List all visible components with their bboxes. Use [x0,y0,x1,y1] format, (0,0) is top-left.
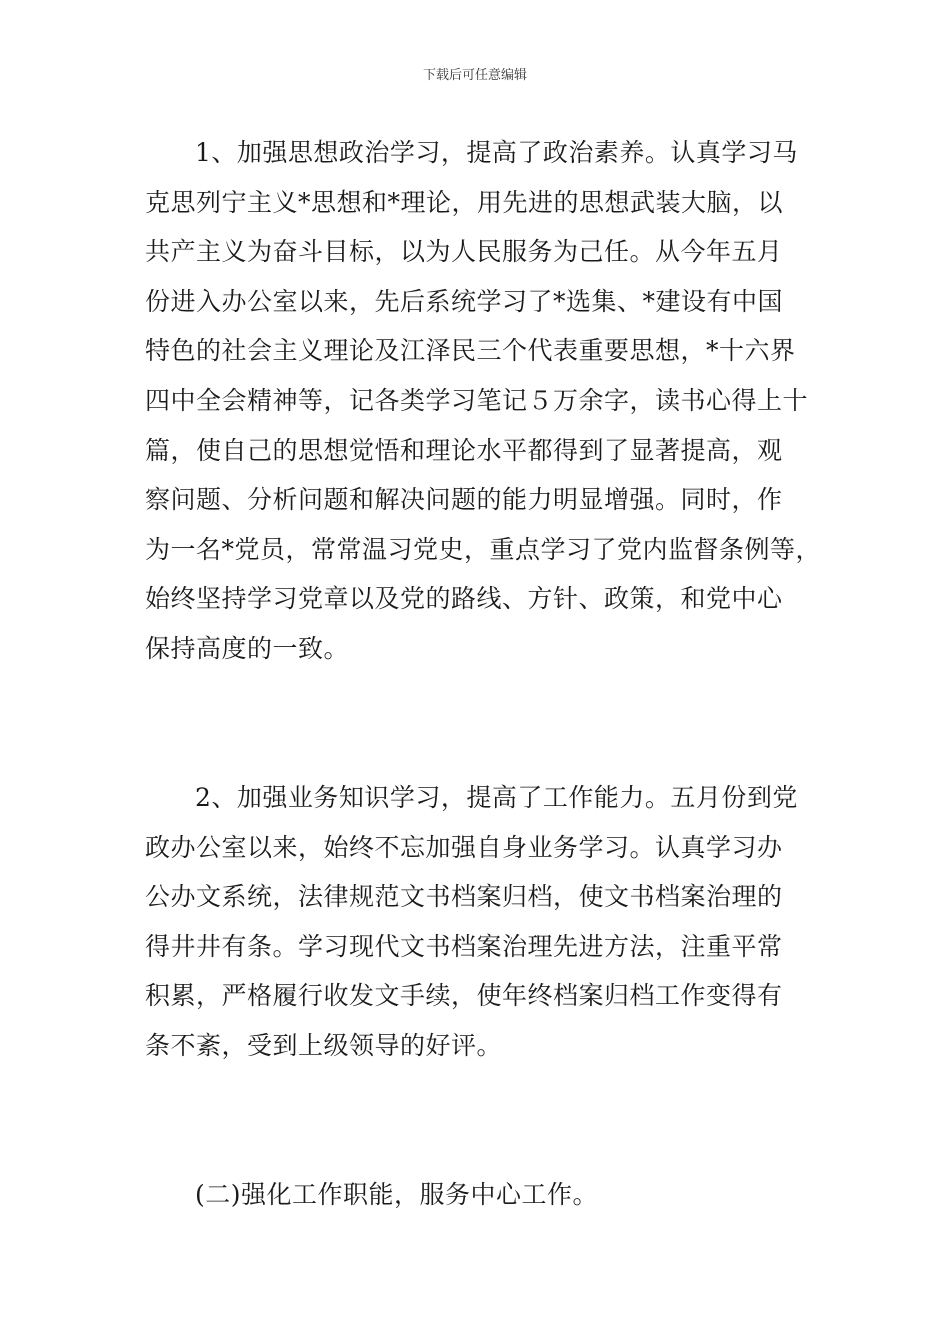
paragraph-line: 特色的社会主义理论及江泽民三个代表重要思想，*十六界 [145,336,796,366]
paragraph-line: 份进入办公室以来，先后系统学习了*选集、*建设有中国 [145,286,784,316]
section-heading [145,1170,810,1220]
paragraph-line: 共产主义为奋斗目标，以为人民服务为己任。从今年五月 [145,237,783,267]
paragraph-line: 为一名*党员，常常温习党史，重点学习了党内监督条例等， [145,534,822,564]
paragraph-line: 公办文系统，法律规范文书档案归档，使文书档案治理的 [145,882,783,912]
paragraph-line: 条不紊，受到上级领导的好评。 [145,1030,503,1060]
paragraph-1 [145,128,822,674]
page-header: 下载后可任意编辑 [422,68,527,83]
paragraph-line: 克思列宁主义*思想和*理论，用先进的思想武装大脑，以 [145,187,784,217]
paragraph-line: 篇，使自己的思想觉悟和理论水平都得到了显著提高，观 [145,435,783,465]
paragraph-line: 2、加强业务知识学习，提高了工作能力。五月份到党 [195,783,798,812]
paragraph-line: 保持高度的一致。 [145,633,350,663]
paragraph-2 [145,773,810,1071]
section-heading-text: (二)强化工作职能，服务中心工作。 [195,1180,599,1209]
paragraph-line: 察问题、分析问题和解决问题的能力明显增强。同时，作 [145,485,783,515]
paragraph-line: 四中全会精神等，记各类学习笔记５万余字，读书心得上十 [145,385,809,415]
paragraph-line: 1、加强思想政治学习，提高了政治素养。认真学习马 [195,138,798,167]
paragraph-line: 政办公室以来，始终不忘加强自身业务学习。认真学习办 [145,832,783,862]
paragraph-line: 得井井有条。学习现代文书档案治理先进方法，注重平常 [145,931,783,961]
paragraph-line: 始终坚持学习党章以及党的路线、方针、政策，和党中心 [145,584,783,614]
paragraph-line: 积累，严格履行收发文手续，使年终档案归档工作变得有 [145,981,783,1011]
